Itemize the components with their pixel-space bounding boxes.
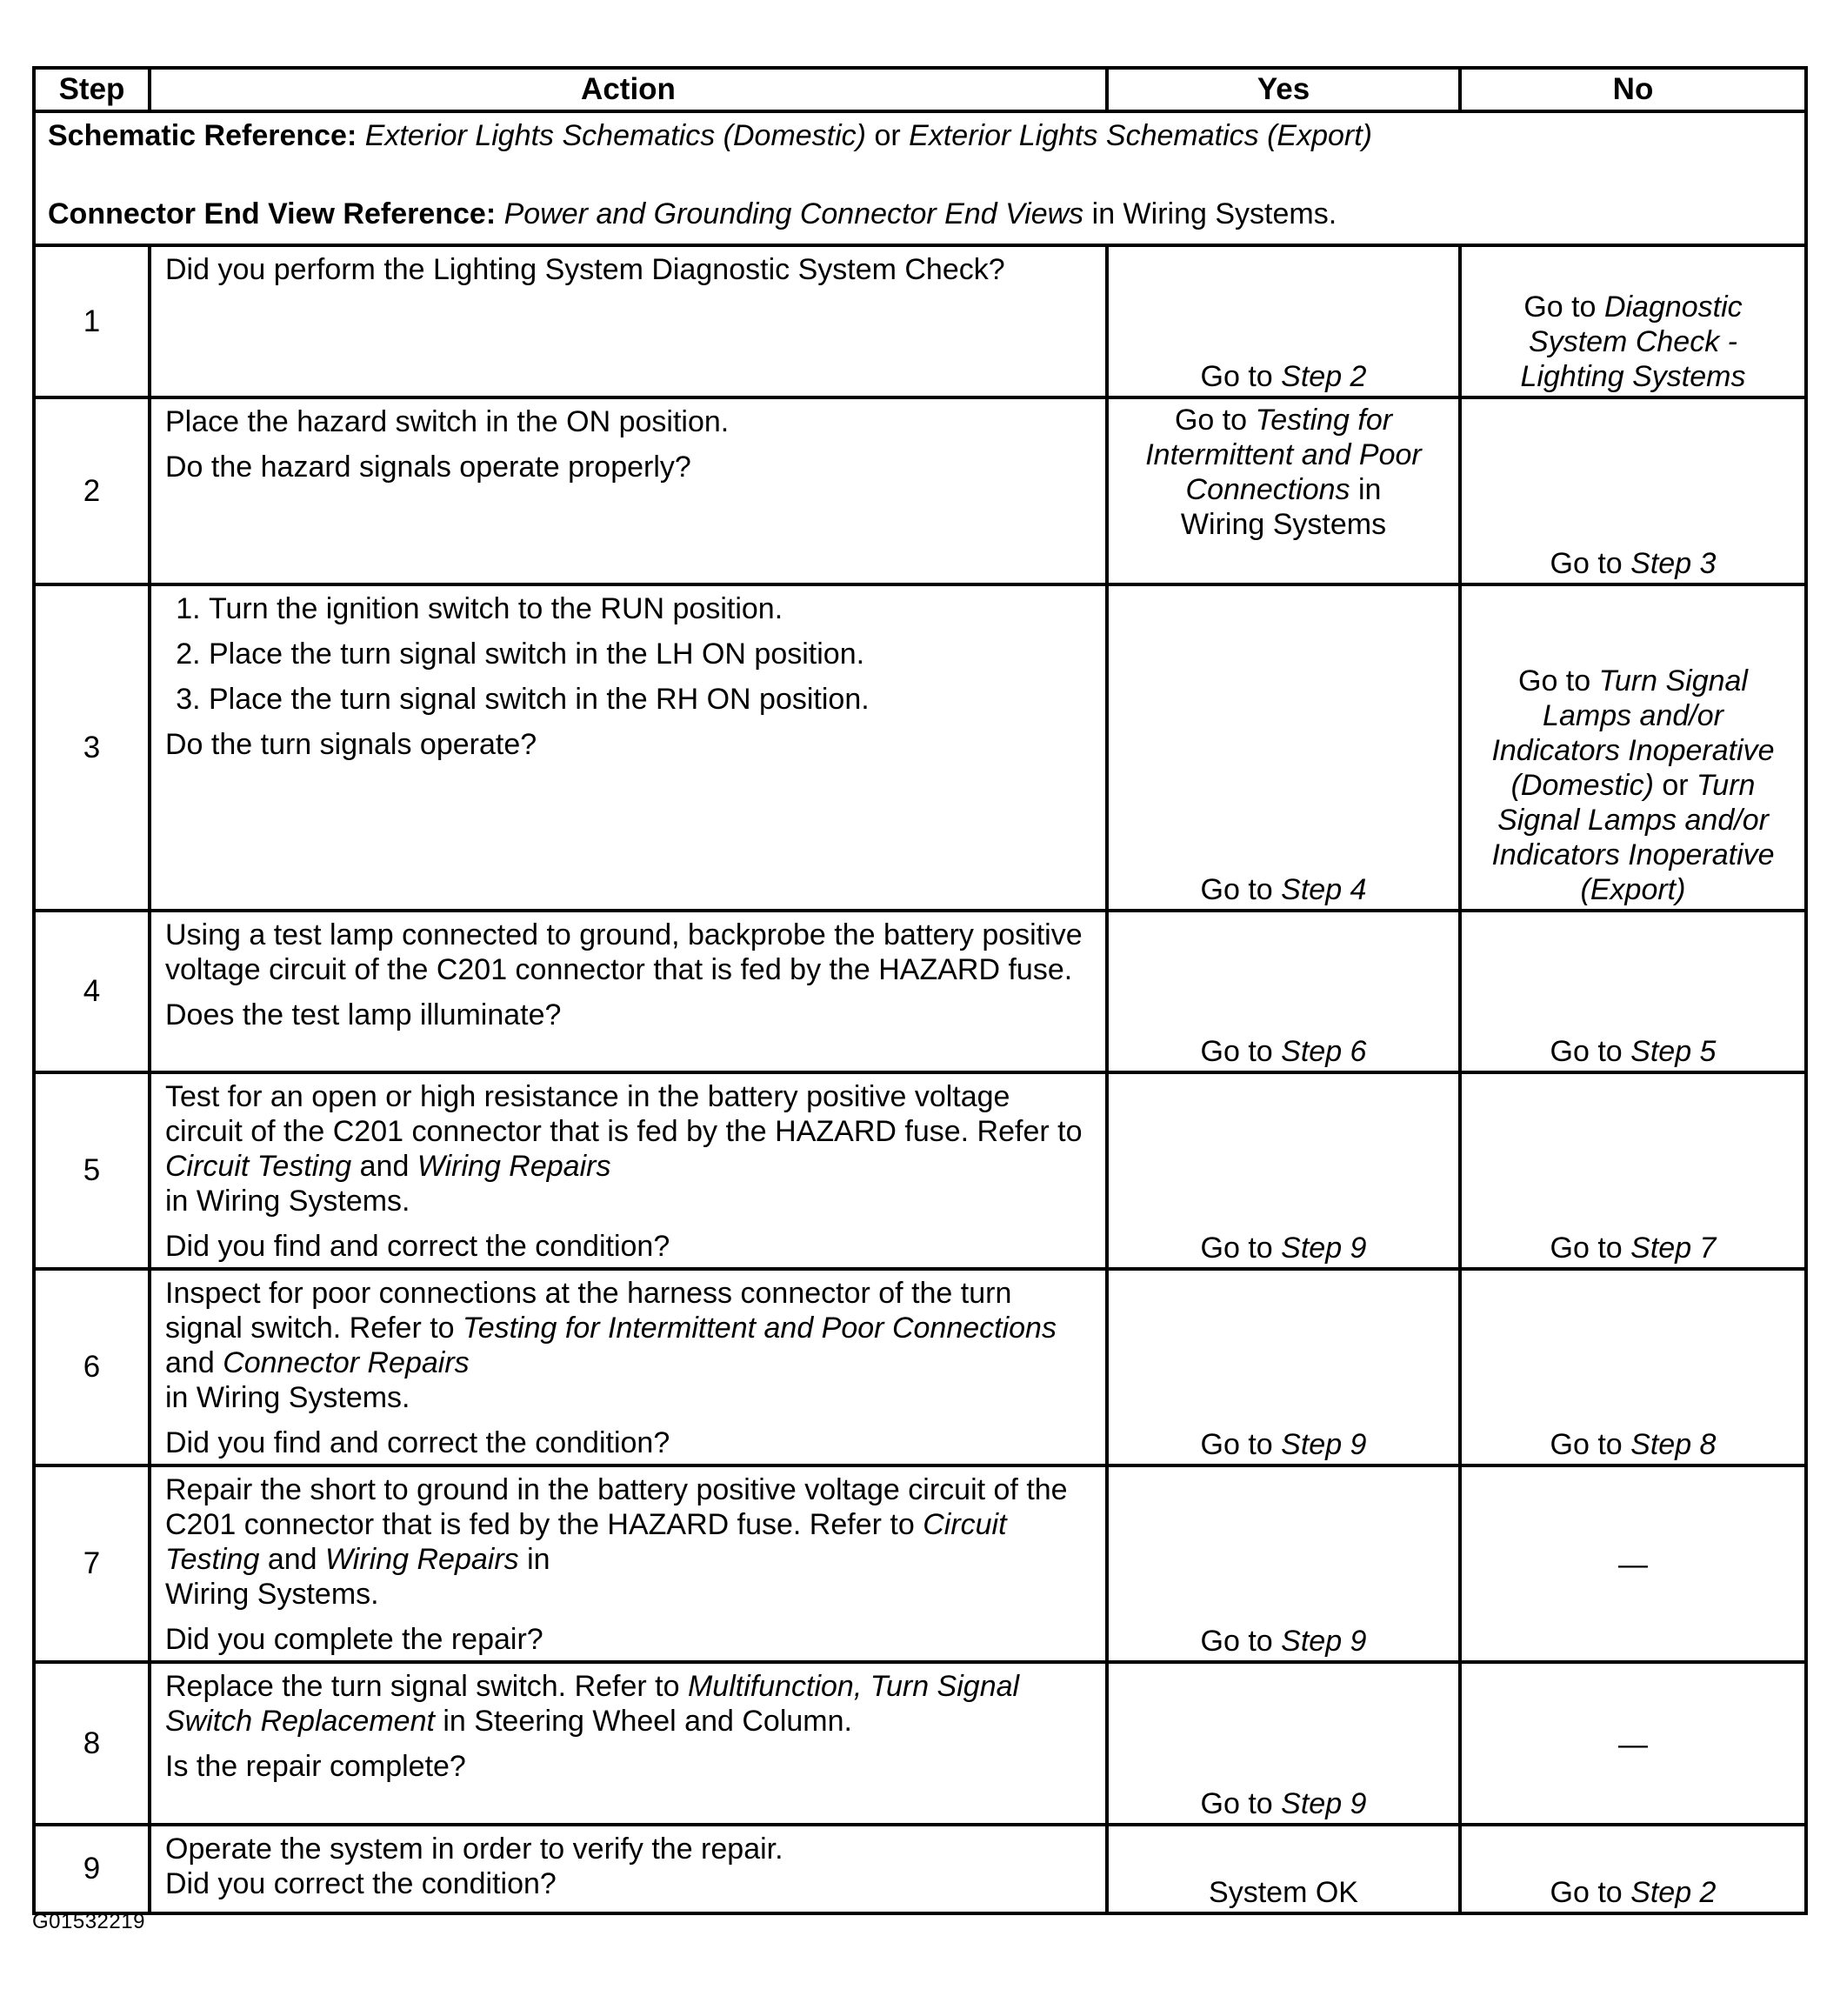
numbered-list (165, 591, 1091, 717)
action-link-wiring-repairs[interactable]: Wiring Repairs (325, 1543, 519, 1576)
no-cell (1460, 911, 1806, 1072)
yes-link[interactable]: Step 4 (1281, 873, 1367, 906)
step-number: 6 (34, 1269, 150, 1465)
step-number: 7 (34, 1465, 150, 1662)
action-cell (150, 245, 1107, 397)
header-row (34, 68, 1806, 111)
action-tail: in Wiring Systems. (165, 1185, 410, 1218)
yes-cell (1107, 1072, 1460, 1269)
goto-label: Go to (1550, 1428, 1623, 1461)
action-cell (150, 911, 1107, 1072)
figure-id: G01532219 (32, 1910, 145, 1933)
yes-link[interactable]: Step 9 (1281, 1787, 1367, 1820)
question: Did you perform the Lighting System Diagnostic System Check? (165, 253, 1005, 286)
action-cell (150, 1465, 1107, 1662)
step-number: 4 (34, 911, 150, 1072)
action-text-intro: Repair the short to ground in the battery positive voltage circuit of the C201 connector that is fed by the HAZARD fuse. Refer to (165, 1473, 1068, 1541)
goto-label: Go to (1200, 1035, 1273, 1068)
action-tail: in Steering Wheel and Column. (443, 1705, 852, 1738)
action-link-switch-replacement[interactable]: Multifunction, Turn Signal Switch Replacement (165, 1670, 1020, 1738)
action-and: and (267, 1543, 317, 1576)
step-number: 2 (34, 397, 150, 584)
header-no: No (1460, 68, 1806, 111)
action-cell (150, 1662, 1107, 1825)
yes-link[interactable]: Step 2 (1281, 360, 1367, 393)
action-link-intermittent-testing[interactable]: Testing for Intermittent and Poor Connections (463, 1312, 1057, 1345)
yes-cell (1107, 1465, 1460, 1662)
goto-label: Go to (1200, 360, 1273, 393)
goto-label: Go to (1550, 1876, 1623, 1909)
yes-cell (1107, 397, 1460, 584)
question: Is the repair complete? (165, 1750, 466, 1783)
action-text-intro: Test for an open or high resistance in the battery positive voltage circuit of the C201 connector that is fed by the HAZARD fuse. Refer to (165, 1080, 1083, 1148)
step-number: 8 (34, 1662, 150, 1825)
diagnostic-table (32, 66, 1808, 1915)
action-text (165, 1079, 1091, 1218)
yes-link[interactable]: Step 9 (1281, 1625, 1367, 1658)
schematic-link-export[interactable]: Exterior Lights Schematics (Export) (909, 119, 1372, 152)
goto-label: Go to (1174, 404, 1248, 437)
no-link[interactable]: Step 5 (1630, 1035, 1717, 1068)
action-in: in (527, 1543, 550, 1576)
no-link[interactable]: Step 3 (1630, 547, 1717, 580)
goto-label: Go to (1200, 1232, 1273, 1265)
no-link-export[interactable]: Turn Signal Lamps and/or Indicators Inoperative (Export) (1491, 769, 1775, 906)
question: Did you find and correct the condition? (165, 1426, 670, 1459)
connector-tail: in Wiring Systems. (1091, 197, 1337, 230)
table-row (34, 1269, 1806, 1465)
table-row (34, 245, 1806, 397)
goto-label: Go to (1550, 547, 1623, 580)
yes-cell: System OK (1107, 1825, 1460, 1913)
no-link-domestic[interactable]: Turn Signal Lamps and/or Indicators Inoperative (Domestic) (1491, 664, 1775, 802)
action-text: Using a test lamp connected to ground, backprobe the battery positive voltage circuit of the C201 connector that is fed by the HAZARD fuse. (165, 918, 1083, 986)
question: Does the test lamp illuminate? (165, 998, 562, 1031)
yes-cell (1107, 1662, 1460, 1825)
list-item: 2. Place the turn signal switch in the LH ON position. (209, 637, 1091, 671)
yes-cell (1107, 584, 1460, 911)
action-link-connector-repairs[interactable]: Connector Repairs (223, 1346, 470, 1379)
no-link[interactable]: Step 2 (1630, 1876, 1717, 1909)
table-row (34, 1072, 1806, 1269)
action-text: Operate the system in order to verify the repair. (165, 1832, 783, 1866)
table-row (34, 584, 1806, 911)
action-and: and (165, 1346, 215, 1379)
schematic-label: Schematic Reference: (48, 119, 357, 152)
action-and: and (359, 1150, 410, 1183)
action-text-intro: Replace the turn signal switch. Refer to (165, 1670, 680, 1703)
goto-label: Go to (1523, 290, 1597, 324)
list-item: 3. Place the turn signal switch in the RH ON position. (209, 682, 1091, 717)
goto-label: Go to (1518, 664, 1591, 698)
table-row (34, 1465, 1806, 1662)
no-link[interactable]: Step 7 (1630, 1232, 1717, 1265)
action-link-circuit-testing[interactable]: Circuit Testing (165, 1150, 352, 1183)
reference-cell (34, 111, 1806, 245)
no-cell (1460, 245, 1806, 397)
yes-cell (1107, 245, 1460, 397)
action-cell (150, 1825, 1107, 1913)
action-text (165, 1472, 1091, 1612)
no-cell (1460, 1825, 1806, 1913)
goto-label: Go to (1200, 1428, 1273, 1461)
no-or: or (1662, 769, 1689, 802)
step-number: 5 (34, 1072, 150, 1269)
connector-link[interactable]: Power and Grounding Connector End Views (503, 197, 1084, 230)
list-item: 1. Turn the ignition switch to the RUN position. (209, 591, 1091, 626)
goto-label: Go to (1550, 1232, 1623, 1265)
yes-link[interactable]: Step 9 (1281, 1428, 1367, 1461)
step-number: 3 (34, 584, 150, 911)
yes-link[interactable]: Step 9 (1281, 1232, 1367, 1265)
table-row (34, 1825, 1806, 1913)
action-text-intro: Inspect for poor connections at the harness connector of the turn signal switch. Refer to (165, 1277, 1012, 1345)
action-text: Place the hazard switch in the ON position. (165, 405, 730, 438)
action-cell (150, 1072, 1107, 1269)
action-cell (150, 584, 1107, 911)
header-step: Step (34, 68, 150, 111)
step-number: 9 (34, 1825, 150, 1913)
no-cell: — (1460, 1465, 1806, 1662)
yes-cell (1107, 1269, 1460, 1465)
action-tail: Wiring Systems. (165, 1578, 379, 1611)
action-cell (150, 1269, 1107, 1465)
question: Did you complete the repair? (165, 1623, 543, 1656)
goto-label: Go to (1200, 1787, 1273, 1820)
action-link-circuit-testing[interactable]: Circuit Testing (165, 1508, 1007, 1576)
no-cell (1460, 1269, 1806, 1465)
question: Did you find and correct the condition? (165, 1230, 670, 1263)
no-cell (1460, 584, 1806, 911)
table-row (34, 397, 1806, 584)
question: Do the turn signals operate? (165, 728, 537, 761)
action-cell (150, 397, 1107, 584)
header-yes: Yes (1107, 68, 1460, 111)
goto-label: Go to (1200, 873, 1273, 906)
action-tail: in Wiring Systems. (165, 1381, 410, 1414)
connector-label: Connector End View Reference: (48, 197, 497, 230)
yes-tail: in Wiring Systems (1180, 473, 1387, 541)
yes-cell (1107, 911, 1460, 1072)
no-link[interactable]: Step 8 (1630, 1428, 1717, 1461)
action-text (165, 1669, 1091, 1739)
yes-link[interactable]: Step 6 (1281, 1035, 1367, 1068)
no-cell: — (1460, 1662, 1806, 1825)
header-action: Action (150, 68, 1107, 111)
goto-label: Go to (1200, 1625, 1273, 1658)
reference-row (34, 111, 1806, 245)
schematic-link-domestic[interactable]: Exterior Lights Schematics (Domestic) (364, 119, 867, 152)
table-row (34, 911, 1806, 1072)
yes-link[interactable]: Testing for Intermittent and Poor Connections (1145, 404, 1422, 506)
table-row (34, 1662, 1806, 1825)
action-link-wiring-repairs[interactable]: Wiring Repairs (417, 1150, 611, 1183)
no-cell (1460, 397, 1806, 584)
schematic-or: or (874, 119, 901, 152)
goto-label: Go to (1550, 1035, 1623, 1068)
no-link[interactable]: Diagnostic System Check - Lighting Systems (1520, 290, 1746, 393)
no-cell (1460, 1072, 1806, 1269)
connector-reference (48, 197, 1792, 231)
question: Do the hazard signals operate properly? (165, 451, 691, 484)
schematic-reference (48, 118, 1792, 153)
step-number: 1 (34, 245, 150, 397)
action-text (165, 1276, 1091, 1415)
question: Did you correct the condition? (165, 1867, 557, 1900)
